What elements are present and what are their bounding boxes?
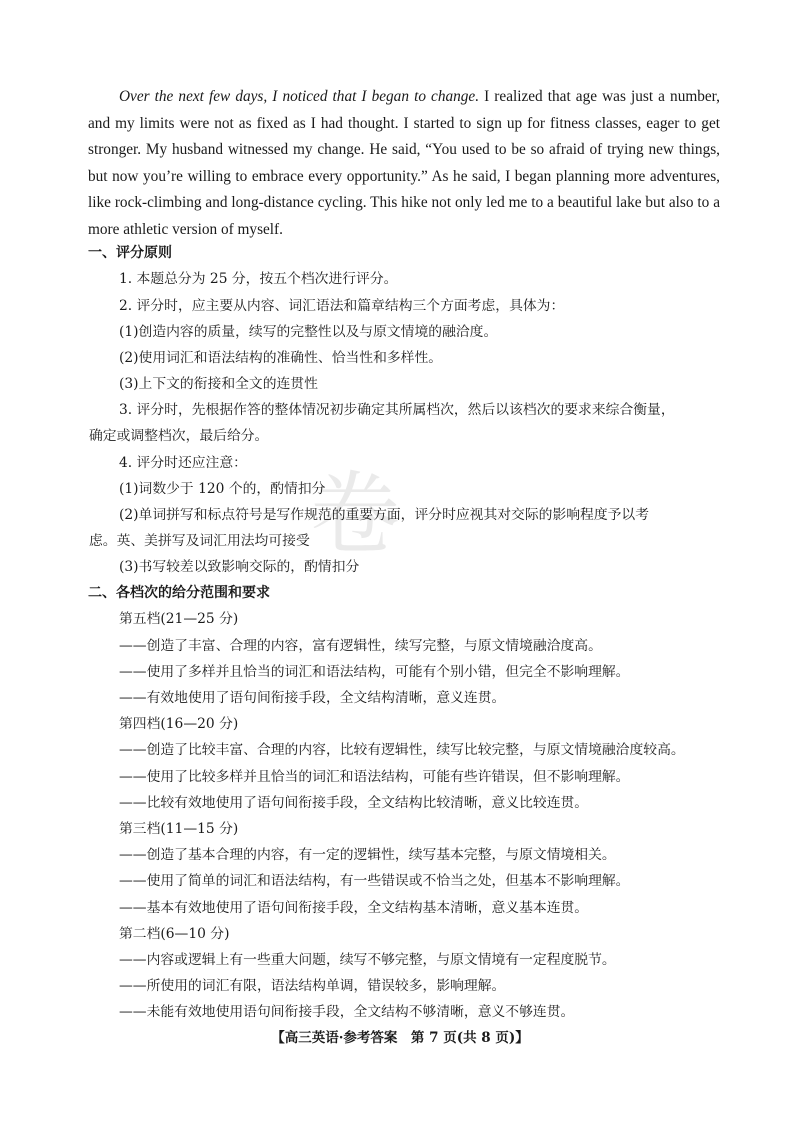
grade-criterion: ——未能有效地使用语句间衔接手段，全文结构不够清晰，意义不够连贯。 [119, 1004, 575, 1020]
page-footer: 【高三英语·参考答案 第 7 页(共 8 页)】 [271, 1030, 529, 1046]
grade-criterion: ——内容或逻辑上有一些重大问题，续写不够完整，与原文情境有一定程度脱节。 [119, 952, 616, 968]
grade-criterion: ——使用了比较多样并且恰当的词汇和语法结构，可能有些许错误，但不影响理解。 [119, 769, 630, 785]
rule-item: 3. 评分时，先根据作答的整体情况初步确定其所属档次，然后以该档次的要求来综合衡量， [119, 402, 675, 418]
grade-title: 第五档(21—25 分) [119, 611, 239, 627]
grade-criterion: ——创造了比较丰富、合理的内容，比较有逻辑性，续写比较完整，与原文情境融洽度较高。 [119, 742, 685, 758]
grade-title: 第四档(16—20 分) [119, 716, 239, 732]
grade-criterion: ——使用了简单的词汇和语法结构，有一些错误或不恰当之处，但基本不影响理解。 [119, 873, 630, 889]
english-continuation-paragraph [88, 84, 720, 244]
rule-item: (3)书写较差以致影响交际的，酌情扣分 [119, 559, 360, 575]
grade-criterion: ——使用了多样并且恰当的词汇和语法结构，可能有个别小错，但完全不影响理解。 [119, 664, 630, 680]
grade-criterion: ——所使用的词汇有限，语法结构单调，错误较多，影响理解。 [119, 978, 506, 994]
rule-item: (2)单词拼写和标点符号是写作规范的重要方面，评分时应视其对交际的影响程度予以考 [119, 507, 650, 523]
section1-heading: 一、评分原则 [88, 245, 172, 261]
grade-criterion: ——创造了丰富、合理的内容，富有逻辑性，续写完整，与原文情境融洽度高。 [119, 638, 602, 654]
paragraph-lead-sentence: Over the next few days, I noticed that I began to change. [119, 88, 480, 105]
rule-item: 确定或调整档次，最后给分。 [89, 428, 269, 444]
paragraph-body: I realized that age was just a number, and my limits were not as fixed as I had thought. I started to sign up for fitness classes, eager to get stronger. My husband witnessed my change. He said, “You used to be so afraid of trying new things, but now you’re willing to embrace every opportunity.” As he said, I began planning more adventures, like rock-climbing and long-distance cycling. This hike not only led me to a beautiful lake but also to a more athletic version of myself. [88, 88, 720, 238]
rule-item: (2)使用词汇和语法结构的准确性、恰当性和多样性。 [119, 350, 443, 366]
grade-criterion: ——创造了基本合理的内容，有一定的逻辑性，续写基本完整，与原文情境相关。 [119, 847, 616, 863]
grade-title: 第二档(6—10 分) [119, 926, 230, 942]
grade-criterion: ——基本有效地使用了语句间衔接手段，全文结构基本清晰，意义基本连贯。 [119, 900, 589, 916]
grade-criterion: ——有效地使用了语句间衔接手段，全文结构清晰，意义连贯。 [119, 690, 506, 706]
rule-item: 2. 评分时，应主要从内容、词汇语法和篇章结构三个方面考虑，具体为： [119, 298, 565, 314]
rule-item: (1)词数少于 120 个的，酌情扣分 [119, 481, 326, 497]
rule-item: 1. 本题总分为 25 分，按五个档次进行评分。 [119, 271, 398, 287]
grade-criterion: ——比较有效地使用了语句间衔接手段，全文结构比较清晰，意义比较连贯。 [119, 795, 589, 811]
rule-item: (3)上下文的衔接和全文的连贯性 [119, 376, 318, 392]
grade-title: 第三档(11—15 分) [119, 821, 239, 837]
rule-item: (1)创造内容的质量，续写的完整性以及与原文情境的融洽度。 [119, 324, 498, 340]
rule-item: 4. 评分时还应注意： [119, 455, 247, 471]
section2-heading: 二、各档次的给分范围和要求 [88, 585, 270, 601]
rule-item: 虑。英、美拼写及词汇用法均可接受 [89, 533, 310, 549]
svg-text:卷: 卷 [310, 462, 400, 567]
